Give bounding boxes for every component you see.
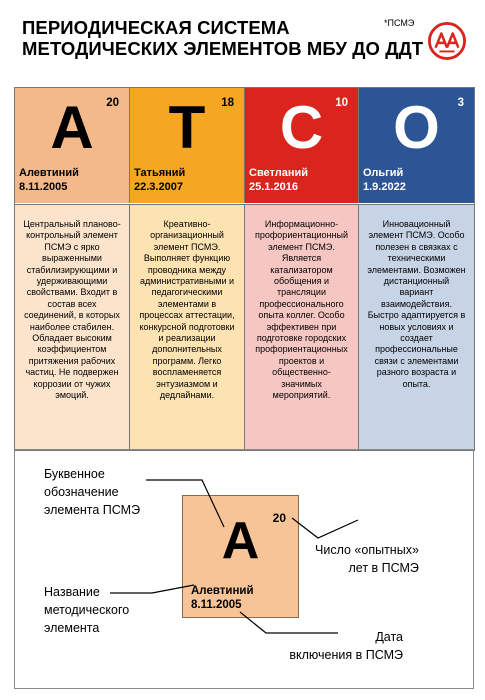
legend-example-letter: A xyxy=(221,512,260,570)
element-description: Креативно-организационный элемент ПСМЭ. Выполняет функцию проводника между административными и педагогическими элементами в процессах аттестации, конкурсной подготовки и реализации дополнительных программ. Легко воспламеняется энтузиазмом и дедлайнами. xyxy=(130,204,245,450)
legend-name-caption xyxy=(44,583,129,637)
element-letter: A xyxy=(50,94,94,161)
caption-line: элемента xyxy=(44,621,100,635)
legend-example-number: 20 xyxy=(272,511,286,525)
element-name-text: Ольгий xyxy=(363,167,404,179)
caption-line: методического xyxy=(44,603,130,617)
element-letter: O xyxy=(393,94,440,161)
caption-line: Дата xyxy=(375,630,403,644)
element-card-header xyxy=(359,88,474,203)
element-table xyxy=(14,87,475,451)
element-experience-years: 20 xyxy=(106,97,119,109)
element-description: Центральный планово-контрольный элемент ПСМЭ с ярко выраженными стабилизирующими и удерживающими свойствами. Входит в состав всех соединений, в которых наиболее стабилен. Обладает высоким коэффициентом притяжения рабочих частиц. Не подвержен коррозии от чужих эмоций. xyxy=(15,204,130,450)
element-name-text: Светланий xyxy=(249,167,309,179)
element-date: 1.9.2022 xyxy=(363,180,406,193)
element-description: Инновационный элемент ПСМЭ. Особо полезен в связках с техническими элементами. Возможен дистанционный вариант взаимодействия. Быстро адаптируется в новых условиях и создает профессиональные связи с элементами разного возраста и опыта. xyxy=(359,204,474,450)
element-name-text: Алевтиний xyxy=(19,167,79,179)
element-experience-years: 3 xyxy=(457,97,464,109)
element-name xyxy=(134,167,185,194)
element-letter: T xyxy=(168,94,206,161)
caption-line: Название xyxy=(44,585,100,599)
ddt-logo-icon xyxy=(428,22,466,60)
element-letter: C xyxy=(279,94,324,161)
title-line-2: МЕТОДИЧЕСКИХ ЭЛЕМЕНТОВ МБУ ДО ДДТ xyxy=(22,38,424,59)
element-date: 8.11.2005 xyxy=(19,180,68,193)
element-name xyxy=(19,167,79,194)
element-name-text: Татьяний xyxy=(134,167,186,179)
caption-line: обозначение xyxy=(44,485,119,499)
legend-date-caption xyxy=(285,628,403,664)
element-card-header xyxy=(130,88,245,203)
element-experience-years: 18 xyxy=(221,97,234,109)
element-description: Информационно-профориентационный элемент ПСМЭ. Является катализатором обобщения и трансляции профессионального опыта коллег. Особо эффективен при подготовке городских профориентационных проектов и общественно-значимых мероприятий. xyxy=(245,204,359,450)
caption-line: Число «опытных» xyxy=(315,543,419,557)
element-name xyxy=(249,167,308,194)
caption-line: лет в ПСМЭ xyxy=(348,561,419,575)
abbreviation-tag: *ПСМЭ xyxy=(384,18,415,28)
legend-example-name xyxy=(191,584,254,612)
element-date: 25.1.2016 xyxy=(249,180,298,193)
caption-line: Буквенное xyxy=(44,467,105,481)
caption-line: включения в ПСМЭ xyxy=(289,648,403,662)
element-card-header xyxy=(245,88,359,203)
legend-letter-caption xyxy=(44,465,140,519)
legend-number-caption xyxy=(315,541,419,577)
element-date: 22.3.2007 xyxy=(134,180,183,193)
legend-example-date: 8.11.2005 xyxy=(191,599,242,611)
legend-example-name-text: Алевтиний xyxy=(191,585,254,597)
title-line-1: ПЕРИОДИЧЕСКАЯ СИСТЕМА xyxy=(22,17,290,38)
caption-line: элемента ПСМЭ xyxy=(44,503,141,517)
legend-example-element xyxy=(182,495,299,618)
element-name xyxy=(363,167,406,194)
element-card-header xyxy=(15,88,130,203)
element-experience-years: 10 xyxy=(335,97,348,109)
